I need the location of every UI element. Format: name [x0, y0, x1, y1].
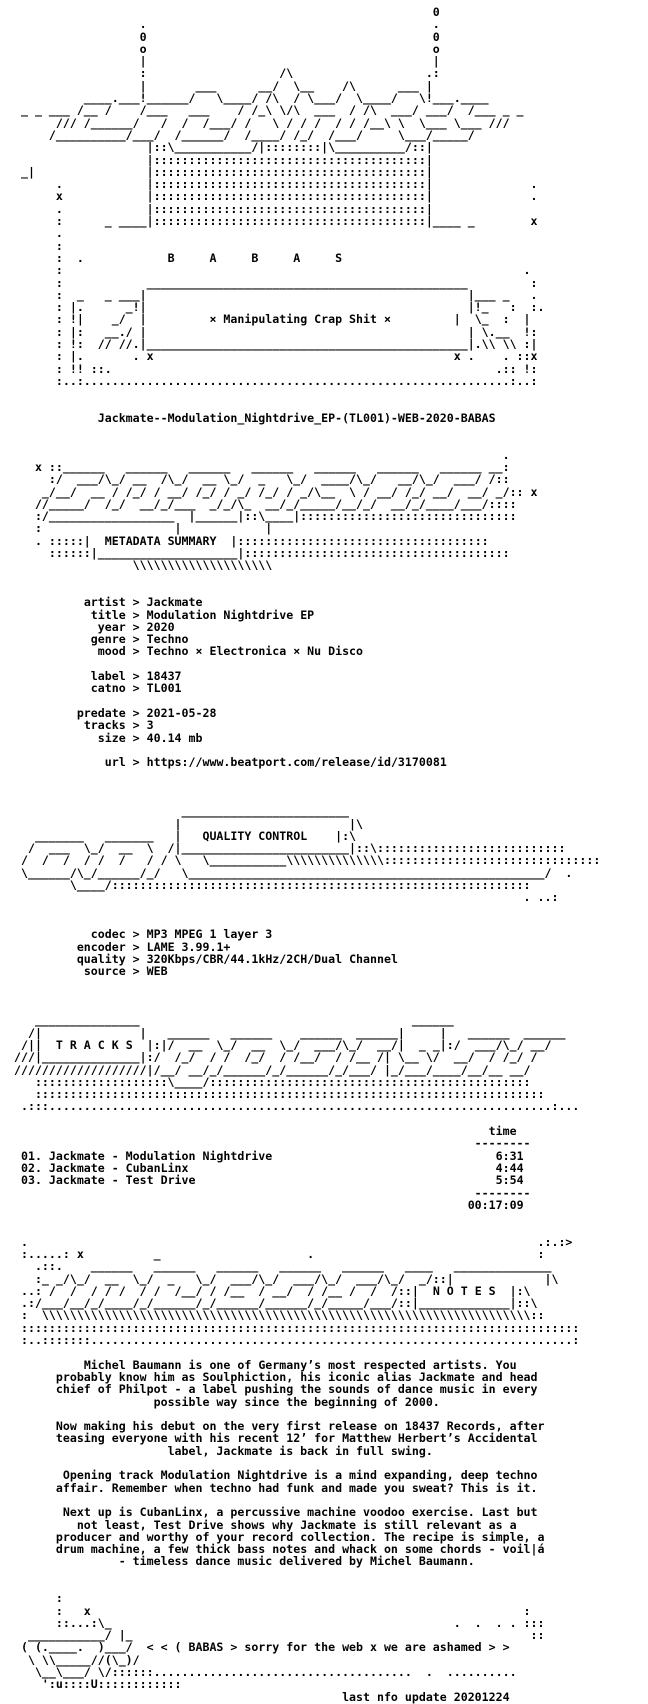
tracks-time-header: time: [488, 1124, 517, 1139]
meta-value-year: 2020: [146, 619, 175, 634]
track-3: 03. Jackmate - Test Drive: [20, 1173, 196, 1188]
meta-key-year: year: [97, 619, 126, 634]
track-1-time: 6:31: [495, 1148, 524, 1163]
metadata-summary-title: METADATA SUMMARY: [104, 533, 217, 548]
notes-paragraph-4-line-3: producer and worthy of your record collection. The recipe is simple, a: [55, 1529, 545, 1544]
quality-key-encoder: encoder: [76, 939, 126, 954]
meta-value-artist: Jackmate: [146, 595, 203, 610]
footer-message: < < ( BABAS > sorry for the web x we are ashamed > >: [146, 1640, 510, 1655]
track-3-time: 5:54: [495, 1173, 524, 1188]
tagline: × Manipulating Crap Shit ×: [209, 312, 391, 327]
meta-key-catno: catno: [90, 681, 126, 696]
meta-value-genre: Techno: [146, 632, 189, 647]
release-name: Jackmate--Modulation_Nightdrive_EP-(TL001)-WEB-2020-BABAS: [97, 410, 496, 425]
meta-value-url: https://www.beatport.com/release/id/3170081: [146, 755, 447, 770]
notes-paragraph-1-line-2: probably know him as Soulphiction, his iconic alias Jackmate and head: [55, 1369, 538, 1384]
quality-key-source: source: [83, 964, 126, 979]
notes-paragraph-2-line-1: Now making his debut on the very first release on 18437 Records, after: [55, 1419, 545, 1434]
track-2-time: 4:44: [495, 1160, 524, 1175]
meta-key-predate: predate: [76, 705, 126, 720]
track-1: 01. Jackmate - Modulation Nightdrive: [20, 1148, 273, 1163]
meta-key-artist: artist: [83, 595, 126, 610]
notes-paragraph-4-line-5: - timeless dance music delivered by Michel Baumann.: [118, 1554, 475, 1569]
meta-key-label: label: [90, 669, 126, 684]
quality-value-quality: 320Kbps/CBR/44.1kHz/2CH/Dual Channel: [146, 951, 398, 966]
meta-key-tracks: tracks: [83, 718, 126, 733]
notes-paragraph-4-line-2: not least, Test Drive shows why Jackmate is still relevant as a: [76, 1517, 517, 1532]
meta-value-label: 18437: [146, 669, 182, 684]
notes-paragraph-3-line-2: affair. Remember when techno had funk and made you sweat? This is it.: [55, 1480, 538, 1495]
notes-paragraph-2-line-2: teasing everyone with his recent 12’ for Matthew Herbert’s Accidental: [55, 1431, 538, 1446]
meta-value-title: Modulation Nightdrive EP: [146, 607, 315, 622]
notes-paragraph-4-line-1: Next up is CubanLinx, a percussive machine voodoo exercise. Last but: [62, 1505, 538, 1520]
notes-paragraph-4-line-4: drum machine, a few thick bass notes and whack on some chords - voil|á: [55, 1542, 545, 1557]
meta-key-genre: genre: [90, 632, 126, 647]
meta-key-title: title: [90, 607, 126, 622]
notes-paragraph-3-line-1: Opening track Modulation Nightdrive is a mind expanding, deep techno: [62, 1468, 538, 1483]
group-name: B A B A S: [167, 250, 343, 265]
notes-title: N O T E S: [432, 1283, 496, 1298]
quality-key-quality: quality: [76, 951, 126, 966]
meta-value-catno: TL001: [146, 681, 182, 696]
tracks-title: T R A C K S: [55, 1037, 133, 1052]
meta-key-size: size: [97, 730, 126, 745]
meta-key-mood: mood: [97, 644, 126, 659]
quality-key-codec: codec: [90, 927, 126, 942]
meta-value-mood: Techno × Electronica × Nu Disco: [146, 644, 364, 659]
quality-value-source: WEB: [146, 964, 168, 979]
notes-paragraph-1-line-3: chief of Philpot - a label pushing the sounds of dance music in every: [55, 1382, 538, 1397]
last-nfo-update: last nfo update 20201224: [342, 1689, 510, 1704]
quality-control-title: QUALITY CONTROL: [202, 828, 308, 843]
meta-key-url: url: [104, 755, 126, 770]
quality-value-codec: MP3 MPEG 1 layer 3: [146, 927, 273, 942]
notes-paragraph-1-line-4: possible way since the beginning of 2000.: [153, 1394, 440, 1409]
notes-paragraph-2-line-3: label, Jackmate is back in full swing.: [167, 1443, 433, 1458]
track-2: 02. Jackmate - CubanLinx: [20, 1160, 189, 1175]
tracks-total-time: 00:17:09: [467, 1197, 524, 1212]
meta-value-size: 40.14 mb: [146, 730, 203, 745]
nfo-text: 0 . . 0 0 o o | | : /\ .: | ___ __/ \__ /\ ___ | ____.___!______/ \____/ /\ / \___/ \____/ \!___.____ _ _ ___ /__ / /___ ___ / /_\ \/\ ___ / /\ ___/ ___/ /___ _ _ /// /______/ / / /___/ / \ / / / / / /__\ \ \___ \___ /// /__________/___/ /______/ /____/ /_/ /___/ \___/_____/ |::\___________/|::::::::|\__________/::| |:::::::::::::::::::::::::::::::::::::::| _| |:::::::::::::::::::::::::::::::::::::::| . |:::::::::::::::::::::::::::::::::::::::| . x |:::::::::::::::::::::::::::::::::::::::| . . |:::::::::::::::::::::::::::::::::::::::| : _ ____|:::::::::::::::::::::::::::::::::::::::|____ _ x . : : . B A B A S : . : ______________________________________________ : : _ _ ___| |___ _ . : |. _!| |!_ : :. : !| _/ | × Manipulating Crap Shit × | \_ : | : |: __./ | | \.__ !: : !: // //.|______________________________________________|.\\ \\ :| : |. . x x . . ::x : !! ::. .:: !: :..:.............................................................:..: Jackmate--Modulation_Nightdrive_EP-(TL001)-WEB-2020-BABAS . x ::______ ______ ______ ______ ______ ______ ______ __: :/ ___/\_/ __ /\_/ __ \_/ _ \_/ ____/\_/ __/\_/ ___/ /:: _/__/ __ / /_/ / __/ /_/ / _/ /_/ / _/\__ \ / __/ /_/ __/ __/ _/:: x //_____/ /_/ __/_/___ _/_/\_ __/_/_____/__/_/ __/_/____/___/:::: :/__________________ |______|::\____|::::::::::::::::::::::::::::::: : | | . :::::| METADATA SUMMARY |:::::::::::::::::::::::::::::::::::: ::::::|____________________|:::::::::::::::::::::::::::::::::::::: \\\\\\\\\\\\\\\\\\\\ artist > Jackmate title > Modulation Nightdrive EP year > 2020 genre > Techno mood > Techno × Electronica × Nu Disco label > 18437 catno > TL001 predate > 2021-05-28 tracks > 3 size > 40.14 mb url > https://www.beatport.com/release/id/3170081 ________________________ | |\ _______ _______ | QUALITY CONTROL |:\ / ___ \_/ __ \ /|________________________|::\::::::::::::::::::::::::::: / / / / / / / / \ \___________\\\\\\\\\\\\\\::::::::::::::::::::::::::::::: \______/\_/______/_/ \___________________________________________________/ . \____/:::::::::::::::::::::::::::::::::::::::::::::::::::::::::::: . ..: codec > MP3 MPEG 1 layer 3 encoder > LAME 3.99.1+ quality > 320Kbps/CBR/44.1kHz/2CH/Dual Channel source > WEB _______________ ______ /| | ______ ______ ______ ______| | ______ ______ /|| T R A C K S |:|/ __ \_/ __ \_/ ___/\_/ __/| _ _|:/ ___/\_/ __/ ///|______________|:/ /_/ / / /_/ / /__/ / /__ /| \__ \/ __/ / /_/ / ///////////////////|/__/ __/_/______/_/______/_/___/ |_/___/____/__/__ __/ :::::::::::::::::::\____/:::::::::::::::::::::::::::::::::::::::::::::: ::::::::::::::::::::::::::::::::::::::::::::::::::::::::::::::::::::::::: .:::........................................................................:... time -------- 01. Jackmate - Modulation Nightdrive 6:31 02. Jackmate - CubanLinx 4:44 03. Jackmate - Test Drive 5:54 -------- 00:17:09 . .:.:> :.....: x _ . : .::. ______ ______ ______ ______ ______ ____ ______________ :_ _/\_/ __ \_/ _ \_/ ___/\_/ ___/\_/ ___/\_/ _/::| |\ ..: / / / / / / / /__/ / /__ / __/ / /__ / / /::| N O T E S |:\ .:/___/__/_/____/_/______/_/______/______/_/_____/___/::|_____________|::\ : \\\\\\\\\\\\\\\\\\\\\\\\\\\\\\\\\\\\\\\\\\\\\\\\\\\\\\\\\\\\\\\\\\\\\\:: :::::::::::::::::::::::::::::::::::::::::::::::::::::::::::::::::::::::::::::::: :..:::::::.....................................................................: Michel Baumann is one of Germany’s most respected artists. You probably know him as Soulphiction, his iconic alias Jackmate and head chief of Philpot - a label pushing the sounds of dance music in every possible way since the beginning of 2000. Now making his debut on the very first release on 18437 Records, after teasing everyone with his recent 12’ for Matthew Herbert’s Accidental label, Jackmate is back in full swing. Opening track Modulation Nightdrive is a mind expanding, deep techno affair. Remember when techno had funk and made you sweat? This is it. Next up is CubanLinx, a percussive machine voodoo exercise. Last but not least, Test Drive shows why Jackmate is still relevant as a producer and worthy of your record collection. The recipe is simple, a drum machine, a few thick bass notes and whack on some chords - voil|á - timeless dance music delivered by Michel Baumann. : : x : ::...:\_ . . . . ::: ___________/ |_ :: ( (.____. )___/ < < ( BABAS > sorry for the web x we are ashamed > > \ \\_____//(\_)/ \__\___/ \/::::::..................................... . .......... ':u::::U:::::::::::: last nfo update 20201224: [14, 5, 601, 1704]
notes-paragraph-1-line-1: Michel Baumann is one of Germany’s most respected artists. You: [83, 1357, 517, 1372]
quality-value-encoder: LAME 3.99.1+: [146, 939, 231, 954]
meta-value-predate: 2021-05-28: [146, 705, 217, 720]
meta-value-tracks: 3: [146, 718, 154, 733]
